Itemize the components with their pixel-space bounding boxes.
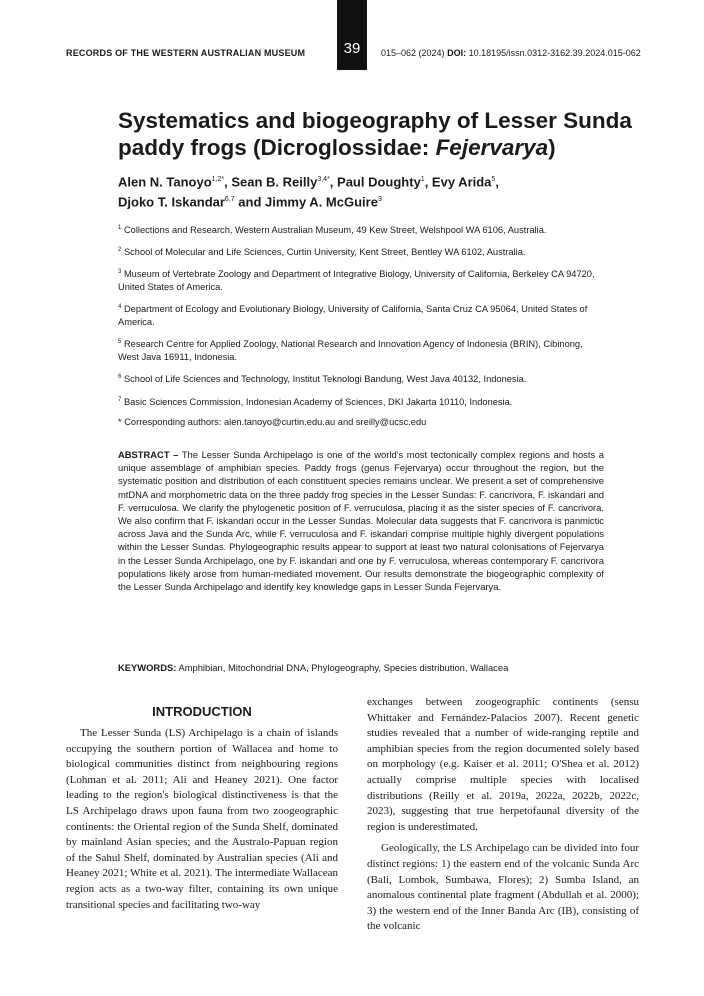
doi-label: DOI:: [447, 48, 467, 58]
affiliation-item: [118, 222, 598, 237]
title-line-2b: ): [548, 135, 556, 160]
affiliation-text: Basic Sciences Commission, Indonesian Academy of Sciences, DKI Jakarta 10110, Indonesia.: [123, 396, 513, 407]
title-line-1: Systematics and biogeography of Lesser Sunda: [118, 108, 632, 133]
author-1: Alen N. Tanoyo: [118, 174, 212, 190]
affiliation-text: Museum of Vertebrate Zoology and Department of Integrative Biology, University of California, Berkeley CA 94720, United States of America.: [118, 269, 595, 293]
affiliation-sup: 6: [118, 374, 122, 381]
doi-value: 10.18195/issn.0312-3162.39.2024.015-062: [468, 48, 641, 58]
affiliation-sup: 7: [118, 396, 122, 403]
affiliation-list: [118, 222, 598, 436]
intro-right-column: [367, 695, 639, 941]
intro-left-column: The Lesser Sunda (LS) Archipelago is a chain of islands occupying the southern portion of Wallacea and home to biological communities distinct from neighbouring regions (Lohman et al. 2011; Ali and Heaney 2021). One factor leading to the region's biological distinctiveness is that the LS Archipelago draws upon fauna from two zoogeographic continents: the Oriental region of the Sunda Shelf, dominated by mainland Asian species; and the Australo-Papuan region of the Sahul Shelf, dominated by Australian species (Ali and Heaney 2021; White et al. 2021). The intermediate Wallacean region acts as a two-way filter, containing its own unique transitional species and facilitating two-way: [66, 727, 338, 911]
intro-paragraph: Geologically, the LS Archipelago can be divided into four distinct regions: 1) the eastern end of the volcanic Sunda Arc (Bali, Lombok, Sumbawa, Flores); 2) Sumba Island, an anomalous continental plate fragment (Abdullah et al. 2000); 3) the western end of the Inner Banda Arc (IB), consisting of the volcanic: [367, 842, 639, 933]
article-title: [118, 107, 648, 161]
author-1-sup: 1,2*: [211, 176, 225, 183]
keywords: [118, 662, 604, 673]
affiliation-sup: 4: [118, 304, 122, 311]
corresponding-authors: [118, 416, 598, 429]
author-3-sup: 1: [420, 176, 425, 183]
author-3: , Paul Doughty: [329, 174, 421, 190]
section-heading-introduction: INTRODUCTION: [152, 704, 252, 719]
affiliation-item: [118, 244, 598, 259]
page-number: 39: [337, 0, 367, 70]
affiliation-item: [118, 266, 598, 294]
author-4-sup: 5: [491, 176, 496, 183]
author-2-sup: 3,4*: [317, 176, 330, 183]
author-list: Alen N. Tanoyo$^{1,2*}$, Sean B. Reilly$^{3,4*}$, Paul Doughty$^1$, Evy Arida$^5$, Djoko T. Iskandar$^{6,7}$ and Jimmy A. McGuire$^3$: [118, 174, 499, 210]
affiliation-item: [118, 336, 598, 364]
author-4: , Evy Arida: [424, 174, 492, 190]
keywords-label: KEYWORDS:: [118, 662, 177, 673]
affiliation-sup: 2: [118, 247, 122, 254]
abstract: [118, 448, 604, 593]
affiliation-text: School of Molecular and Life Sciences, Curtin University, Kent Street, Bentley WA 6102, Australia.: [123, 247, 526, 258]
affiliation-text: Corresponding authors: alen.tanoyo@curtin.edu.au and sreilly@ucsc.edu: [124, 416, 427, 427]
citation: [381, 48, 641, 58]
author-5: Djoko T. Iskandar: [118, 194, 225, 210]
title-line-2a: paddy frogs (Dicroglossidae:: [118, 135, 436, 160]
affiliation-item: [118, 394, 598, 409]
abstract-text: The Lesser Sunda Archipelago is one of the world's most tectonically complex regions and hosts a unique assemblage of amphibian species. Paddy frogs (genus Fejervarya) occur throughout the region, but the systematic position and distribution of each constituent species remains unclear. We present a set of comprehensive mtDNA and morphometric data on the three paddy frog species in the Lesser Sundas: F. cancrivora, F. iskandari and F. verruculosa. We clarify the phylogenetic position of F. verruculosa, placing it as the sister species of F. cancrivora. We also confirm that F. iskandari occur in the Lesser Sundas. Molecular data suggests that F. cancrivora is panmictic across Java and the Sunda Arc, while F. verruculosa and F. iskandari comprise multiple highly divergent populations within the Lesser Sundas. Phylogeographic results appear to support at least two natural colonisations of Fejervarya in the Lesser Sunda Archipelago, one by F. iskandari and one by F. verruculosa, whereas contemporary F. cancrivora populations likely arose from human-mediated movement. Our results demonstrate the biogeographic complexity of the Lesser Sunda Archipelago and identify key knowledge gaps in Lesser Sunda Fejervarya.: [118, 449, 604, 593]
keywords-text: Amphibian, Mitochondrial DNA, Phylogeography, Species distribution, Wallacea: [178, 662, 509, 673]
title-genus: Fejervarya: [435, 135, 549, 160]
affiliation-sup: 3: [118, 269, 122, 276]
abstract-label: ABSTRACT –: [118, 449, 179, 460]
affiliation-text: Collections and Research, Western Australian Museum, 49 Kew Street, Welshpool WA 6106, Australia.: [123, 225, 547, 236]
affiliation-text: School of Life Sciences and Technology, Institut Teknologi Bandung, West Java 40132, Indonesia.: [123, 374, 527, 385]
affiliation-sup: 1: [118, 225, 122, 231]
author-5-sup: 6,7: [224, 196, 235, 204]
affiliation-sup: 5: [118, 339, 122, 346]
author-2: , Sean B. Reilly: [224, 174, 318, 190]
affiliation-item: [118, 371, 598, 386]
affiliation-text: Research Centre for Applied Zoology, National Research and Innovation Agency of Indonesia (BRIN), Cibinong, West Java 16911, Indonesia.: [118, 339, 583, 363]
author-6: and Jimmy A. McGuire: [234, 194, 378, 210]
affiliation-sup: *: [118, 416, 122, 427]
journal-name: RECORDS OF THE WESTERN AUSTRALIAN MUSEUM: [66, 48, 306, 58]
author-6-sup: 3: [377, 196, 382, 204]
affiliation-item: [118, 301, 598, 329]
intro-paragraph: exchanges between zoogeographic continents (sensu Whittaker and Fernández-Palacios 2007). Recent genetic studies revealed that a number of wide-ranging reptile and amphibian species from the region documented solely based on morphology (e.g. Kaiser et al. 2011; O'Shea et al. 2012) actually comprise multiple species with localised distributions (Reilly et al. 2019a, 2022a, 2022b, 2022c, 2023), suggesting that true herpetofaunal diversity of the region is underestimated.: [367, 696, 639, 833]
affiliation-text: Department of Ecology and Evolutionary Biology, University of California, Santa Cruz CA 95064, United States of America.: [118, 304, 588, 328]
page-header: [0, 0, 704, 70]
citation-pages: 015–062 (2024): [381, 48, 445, 58]
